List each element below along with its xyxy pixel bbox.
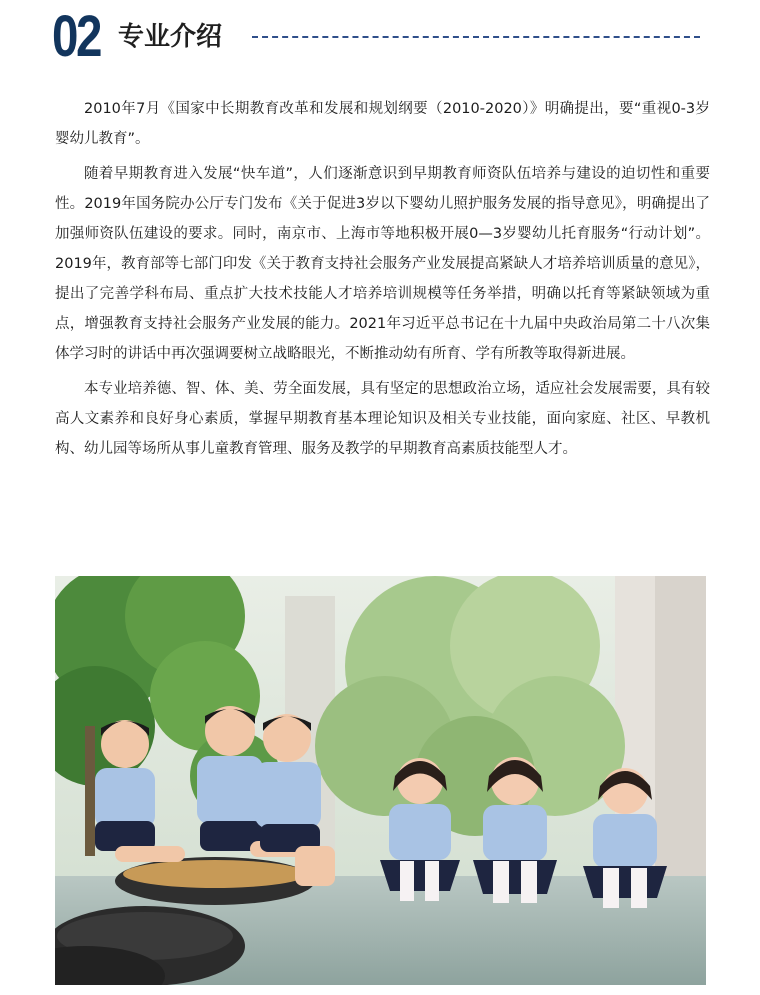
tree-foliage-center: [315, 576, 625, 836]
body-text: [55, 94, 710, 469]
paragraph-2: 随着早期教育进入发展“快车道”，人们逐渐意识到早期教育师资队伍培养与建设的迫切性和重要性。2019年国务院办公厅专门发布《关于促进3岁以下婴幼儿照护服务发展的指导意见》，明确提出了加强师资队伍建设的要求。同时，南京市、上海市等地积极开展0—3岁婴幼儿托育服务“行动计划”。2019年，教育部等七部门印发《关于教育支持社会服务产业发展提高紧缺人才培养培训质量的意见》，提出了完善学科布局、重点扩大技术技能人才培养培训规模等任务举措，明确以托育等紧缺领域为重点，增强教育支持社会服务产业发展的能力。2021年习近平总书记在十九届中央政治局第二十八次集体学习时的讲话中再次强调要树立战略眼光，不断推动幼有所育、学有所教等取得新进展。: [55, 166, 710, 362]
children-photo-illustration: [55, 576, 706, 985]
paragraph-3: 本专业培养德、智、体、美、劳全面发展，具有坚定的思想政治立场，适应社会发展需要，具有较高人文素养和良好身心素质，掌握早期教育基本理论知识及相关专业技能，面向家庭、社区、早教机构、幼儿园等场所从事儿童教育管理、服务及教学的早期教育高素质技能型人才。: [55, 381, 710, 457]
section-header: [52, 4, 712, 69]
section-number: 02: [52, 4, 100, 69]
section-title: 专业介绍: [118, 22, 223, 52]
children-photo: [55, 576, 706, 985]
paragraph-1: 2010年7月《国家中长期教育改革和发展和规划纲要（2010-2020）》明确提出，要“重视0-3岁婴幼儿教育”。: [55, 101, 710, 147]
section-divider: [252, 36, 700, 38]
